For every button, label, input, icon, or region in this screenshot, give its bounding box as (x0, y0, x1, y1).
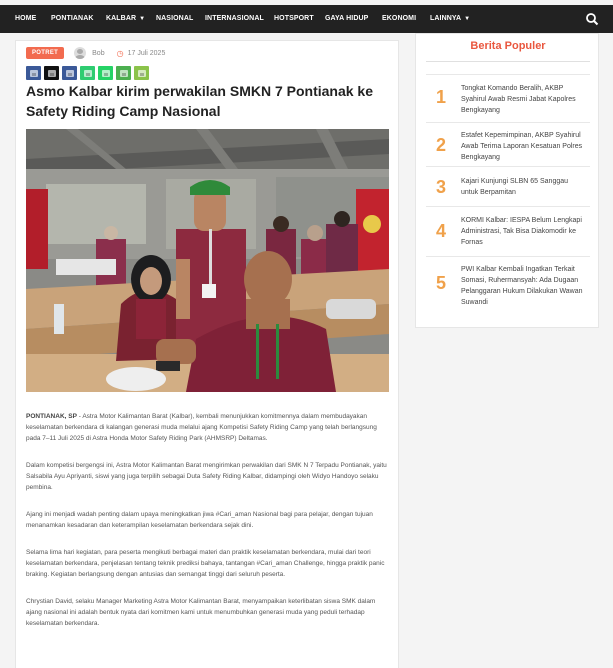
nav-item-nasional[interactable] (156, 5, 193, 33)
chevron-down-icon: ▼ (464, 16, 471, 22)
share-telegram-button[interactable] (116, 66, 131, 80)
nav-item-ekonomi[interactable] (382, 5, 416, 33)
rank-number: 2 (436, 135, 447, 155)
share-facebook-button[interactable] (26, 66, 41, 80)
nav-label: EKONOMI (382, 15, 417, 22)
article-body (26, 411, 389, 645)
nav-item-lainnya[interactable] (430, 5, 470, 33)
nav-item-gaya-hidup[interactable] (325, 5, 368, 33)
article-meta (26, 45, 165, 61)
category-badge[interactable]: POTRET (26, 47, 64, 59)
share-whatsapp-button[interactable] (98, 66, 113, 80)
nav-label: HOTSPORT (274, 15, 314, 22)
popular-item[interactable] (426, 122, 590, 166)
paragraph (26, 411, 389, 444)
paragraph: Dalam kompetisi bergengsi ini, Astra Motor Kalimantan Barat mengirimkan perwakilan dari SMK N 7 Terpadu Pontianak, yaitu Salsabila Ayu Apriyanti, siswi yang juga terpilih sebagai Duta Safety Riding Kalbar, didampingi oleh Widyo Handoyo selaku pembina. (26, 462, 387, 491)
nav-label: NASIONAL (156, 15, 194, 22)
paragraph-text: - Astra Motor Kalimantan Barat (Kalbar), kembali menunjukkan komitmennya dalam membudayakan keselamatan berkendara di kalangan generasi muda melalui ajang Kompetisi Safety Riding Camp yang telah berlangsung pada 7–11 Juli 2025 di Astra Honda Motor Safety Riding Park (AHMSRP) Deltamas. (26, 413, 377, 442)
popular-item-title[interactable]: Estafet Kepemimpinan, AKBP Syahirul Awab Terima Laporan Kesatuan Polres Bengkayang (461, 132, 583, 161)
share-icon (84, 70, 92, 77)
share-icon (120, 70, 128, 77)
nav-label: LAINNYA (430, 15, 462, 22)
nav-label: INTERNASIONAL (205, 15, 264, 22)
popular-item-title[interactable]: KORMI Kalbar: IESPA Belum Lengkapi Administrasi, Tak Bisa Diakomodir ke Fornas (461, 217, 582, 246)
main-navbar (0, 5, 613, 33)
popular-item[interactable] (426, 74, 590, 122)
nav-label: GAYA HIDUP (325, 15, 369, 22)
share-icon (48, 70, 56, 77)
nav-label: KALBAR (106, 15, 137, 22)
nav-item-hotsport[interactable] (274, 5, 314, 33)
share-icon (30, 70, 38, 77)
share-linkedin-button[interactable] (62, 66, 77, 80)
chevron-down-icon: ▼ (139, 16, 146, 22)
nav-label: PONTIANAK (51, 15, 94, 22)
popular-item[interactable] (426, 166, 590, 206)
share-icon (102, 70, 110, 77)
share-icon (66, 70, 74, 77)
share-copy-button[interactable] (134, 66, 149, 80)
rank-number: 5 (436, 273, 447, 293)
paragraph: Selama lima hari kegiatan, para peserta mengikuti berbagai materi dan praktik keselamatan berkendara, mulai dari teori keselamatan berkendara, penjelasan tentang teknik prediksi bahaya, tantangan #Cari_aman Challenge, hingga praktik panic braking. Kegiatan berlangsung dengan antusias dan semangat tinggi dari seluruh peserta. (26, 549, 385, 578)
share-x-button[interactable] (44, 66, 59, 80)
nav-item-home[interactable] (15, 5, 36, 33)
rank-number: 1 (436, 87, 447, 107)
popular-item-title[interactable]: Tongkat Komando Beralih, AKBP Syahirul Awab Resmi Jabat Kapolres Bengkayang (461, 85, 576, 114)
publish-date: 17 Juli 2025 (127, 49, 166, 57)
paragraph: Chrystian David, selaku Manager Marketing Astra Motor Kalimantan Barat, menyampaikan keterlibatan siswa SMK dalam ajang nasional ini adalah bentuk nyata dari komitmen kami untuk menumbuhkan generasi muda yang peduli terhadap keselamatan berkendara. (26, 598, 376, 627)
nav-item-kalbar[interactable] (106, 5, 145, 33)
popular-item-title[interactable]: Kajari Kunjungi SLBN 65 Sanggau untuk Berpamitan (461, 178, 569, 196)
author-avatar-icon (74, 47, 86, 59)
author-name[interactable]: Bob (92, 49, 105, 57)
article-photo (26, 129, 389, 392)
share-buttons (26, 66, 149, 80)
clock-icon: ◷ (116, 48, 124, 58)
share-icon (138, 70, 146, 77)
paragraph: Ajang ini menjadi wadah penting dalam upaya meningkatkan jiwa #Cari_aman Nasional bagi para pelajar, dengan tujuan menanamkan kesadaran dan keterampilan keselamatan berkendara sejak dini. (26, 511, 373, 529)
popular-item[interactable] (426, 206, 590, 256)
rank-number: 3 (436, 177, 447, 197)
article-card (15, 40, 399, 668)
nav-label: HOME (15, 15, 37, 22)
popular-item[interactable] (426, 256, 590, 316)
popular-news-widget (415, 33, 599, 328)
article-title: Asmo Kalbar kirim perwakilan SMKN 7 Pontianak ke Safety Riding Camp Nasional (26, 83, 374, 119)
popular-item-title[interactable]: PWI Kalbar Kembali Ingatkan Terkait Somasi, Ruhermansyah: Ada Dugaan Pelanggaran Hukum Dilakukan Wawan Suwandi (461, 266, 583, 306)
search-icon[interactable] (585, 12, 599, 26)
rank-number: 4 (436, 221, 447, 241)
nav-item-pontianak[interactable] (51, 5, 94, 33)
share-line-button[interactable] (80, 66, 95, 80)
nav-item-internasional[interactable] (205, 5, 264, 33)
widget-title: Berita Populer (470, 40, 546, 52)
dateline: PONTIANAK, SP (26, 413, 77, 420)
title-divider (426, 61, 590, 62)
